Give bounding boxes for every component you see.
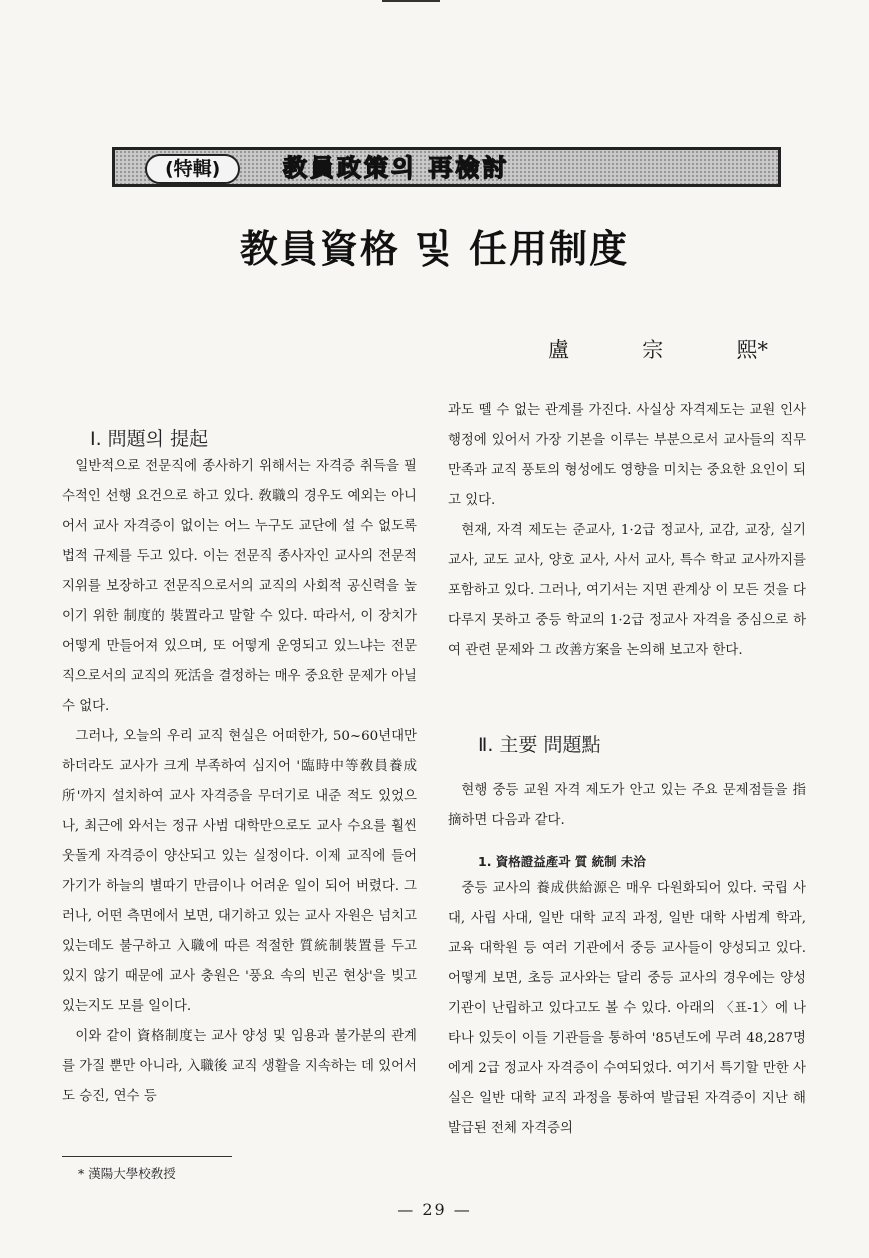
- section2-intro-block: [448, 776, 806, 836]
- paragraph: 현행 중등 교원 자격 제도가 안고 있는 주요 문제점들을 指摘하면 다음과 같다.: [448, 783, 806, 828]
- subsection-heading: 1. 資格證益產과 質 統制 未洽: [478, 854, 646, 869]
- author-char: 盧: [548, 338, 569, 362]
- right-column: [448, 396, 806, 666]
- footnote-rule: [62, 1156, 232, 1157]
- author-name: [548, 334, 768, 364]
- article-title: 教員資格 및 任用制度: [239, 226, 630, 271]
- paragraph: 과도 뗄 수 없는 관계를 가진다. 사실상 자격제도는 교원 인사 행정에 있어서 가장 기본을 이루는 부분으로서 교사들의 직무 만족과 교직 풍토의 형성에도 영향을 미치는 중요한 요인이 되고 있다.: [448, 403, 806, 508]
- top-rule: [382, 0, 440, 2]
- section2-body: [448, 874, 806, 1144]
- section-heading-2: Ⅱ. 主要 問題點: [478, 734, 601, 756]
- footnote: * 漢陽大學校敎授: [78, 1166, 176, 1181]
- author-char: 宗: [642, 338, 664, 362]
- banner-title: 教員政策의 再檢討: [283, 154, 510, 182]
- page-number: — 29 —: [397, 1200, 472, 1219]
- paragraph: 그러나, 오늘의 우리 교직 현실은 어떠한가, 50~60년대만 하더라도 교사가 크게 부족하여 심지어 '臨時中等敎員養成所'까지 설치하여 교사 자격증을 무더기로 내준 적도 있었으나, 최근에 와서는 정규 사범 대학만으로도 교사 수요를 훨씬 웃돌게 자격증이 양산되고 있는 실정이다. 이제 교직에 들어가기가 하늘의 별따기 만큼이나 어려운 일이 되어 버렸다. 그러나, 어떤 측면에서 보면, 대기하고 있는 교사 자원은 넘치고 있는데도 불구하고 入職에 따른 적절한 質統制裝置를 두고 있지 않기 때문에 교사 충원은 '풍요 속의 빈곤 현상'을 빚고 있는지도 모를 일이다.: [62, 729, 417, 1014]
- paragraph: 일반적으로 전문직에 종사하기 위해서는 자격증 취득을 필수적인 선행 요건으로 하고 있다. 敎職의 경우도 예외는 아니어서 교사 자격증이 없이는 어느 누구도 교단에 설 수 없도록 법적 규제를 두고 있다. 이는 전문직 종사자인 교사의 전문적 지위를 보장하고 전문직으로서의 교직의 사회적 공신력을 높이기 위한 制度的 裝置라고 말할 수 있다. 따라서, 이 장치가 어떻게 만들어져 있으며, 또 어떻게 운영되고 있느냐는 전문직으로서의 교직의 死活을 결정하는 매우 중요한 문제가 아닐 수 없다.: [62, 459, 417, 714]
- paragraph: 이와 같이 資格制度는 교사 양성 및 임용과 불가분의 관계를 가질 뿐만 아니라, 入職後 교직 생활을 지속하는 데 있어서도 승진, 연수 등: [62, 1029, 417, 1104]
- banner-tag: (特輯): [145, 154, 240, 184]
- section-heading-1: Ⅰ. 問題의 提起: [90, 428, 209, 450]
- feature-banner: [112, 147, 781, 187]
- author-char: 熙*: [736, 338, 768, 362]
- paragraph: 중등 교사의 養成供給源은 매우 다원화되어 있다. 국립 사대, 사립 사대, 일반 대학 교직 과정, 일반 대학 사범계 학과, 교육 대학원 등 여러 기관에서 중등 교사들이 양성되고 있다. 어떻게 보면, 초등 교사와는 달리 중등 교사의 경우에는 양성 기관이 난립하고 있다고도 볼 수 있다. 아래의 〈표-1〉에 나타나 있듯이 이들 기관들을 통하여 '85년도에 무려 48,287명에게 2급 정교사 자격증이 수여되었다. 여기서 특기할 만한 사실은 일반 대학 교직 과정을 통하여 발급된 자격증이 지난 해 발급된 전체 자격증의: [448, 881, 806, 1136]
- left-column: [62, 452, 417, 1112]
- paragraph: 현재, 자격 제도는 준교사, 1·2급 정교사, 교감, 교장, 실기 교사, 교도 교사, 양호 교사, 사서 교사, 특수 학교 교사까지를 포함하고 있다. 그러나, 여기서는 지면 관계상 이 모든 것을 다 다루지 못하고 중등 학교의 1·2급 정교사 자격을 중심으로 하여 관련 문제와 그 改善方案을 논의해 보고자 한다.: [448, 523, 806, 658]
